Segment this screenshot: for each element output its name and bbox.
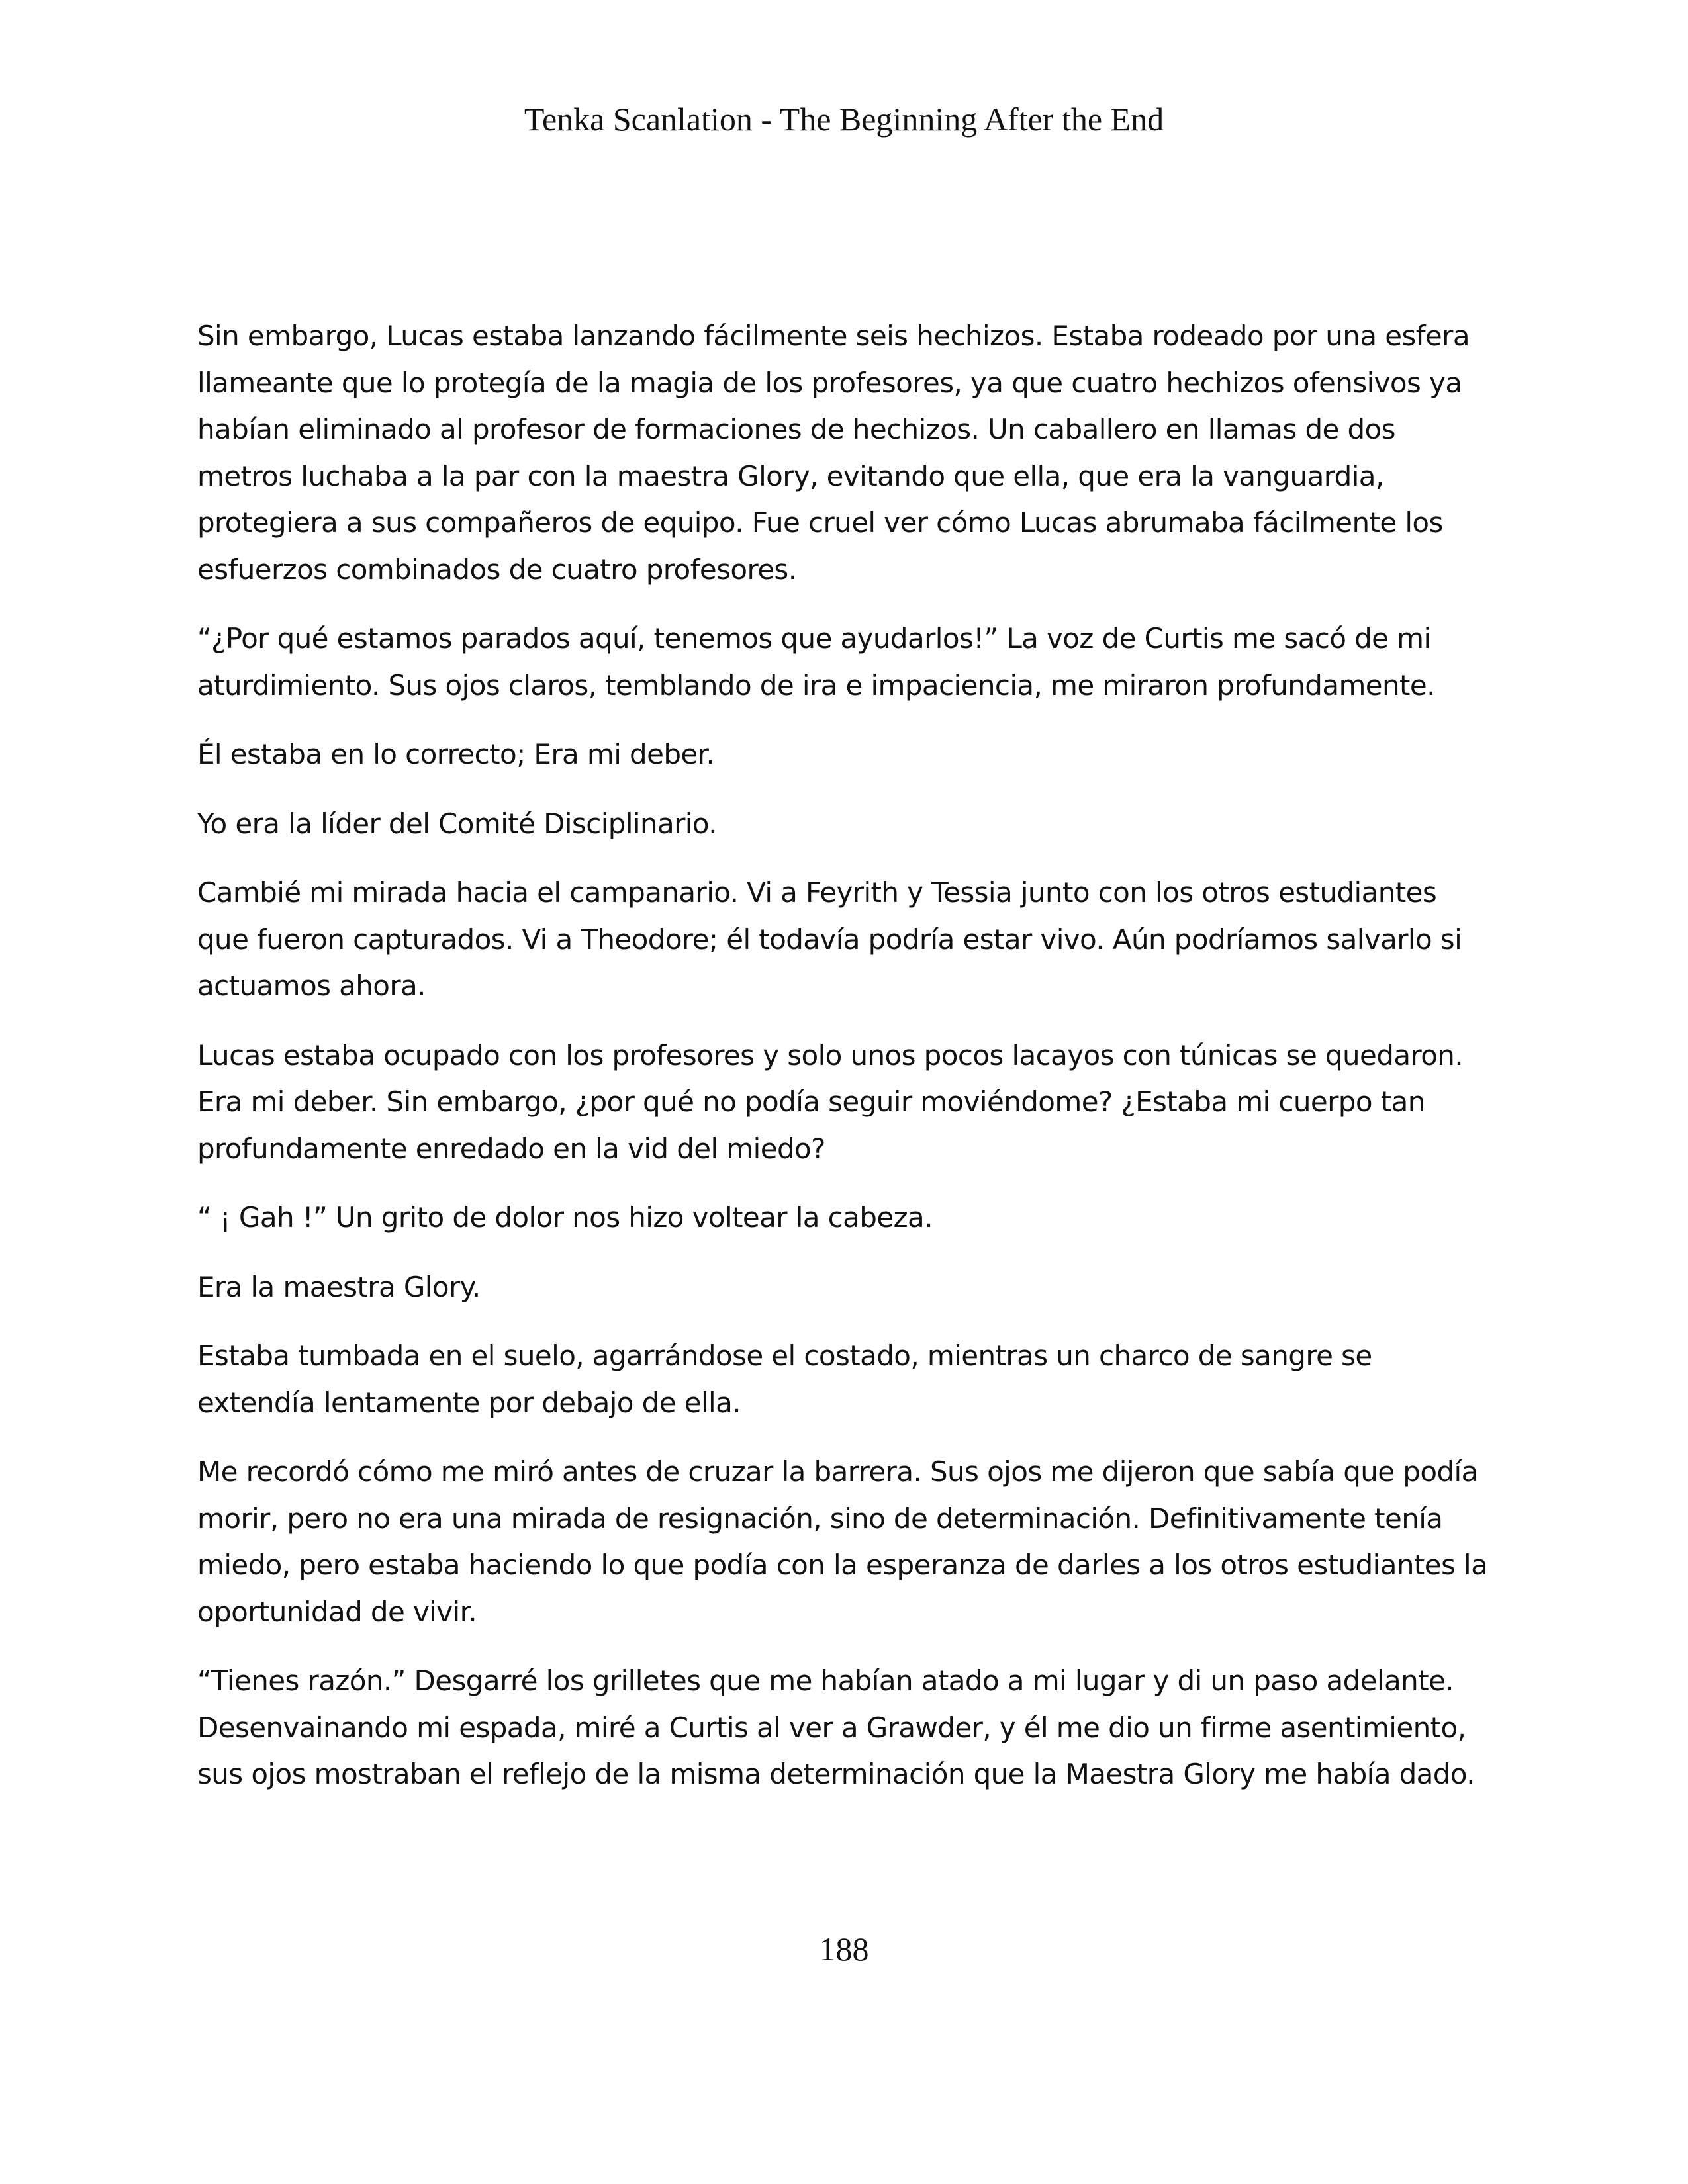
paragraph-3: Él estaba en lo correcto; Era mi deber.: [197, 738, 715, 770]
paragraph-11: “Tienes razón.” Desgarré los grilletes que me habían atado a mi lugar y di un paso adelante. Desenvainando mi espada, miré a Curtis al ver a Grawder, y él me dio un firme asentimiento, sus ojos mostraban el reflejo de la misma determinación que la Maestra Glory me había dado.: [197, 1664, 1475, 1790]
paragraph-10: Me recordó cómo me miró antes de cruzar la barrera. Sus ojos me dijeron que sabía que podía morir, pero no era una mirada de resignación, sino de determinación. Definitivamente tenía miedo, pero estaba haciendo lo que podía con la esperanza de darles a los otros estudiantes la oportunidad de vivir.: [197, 1455, 1488, 1628]
page-header-title: Tenka Scanlation - The Beginning After the End: [524, 101, 1164, 138]
paragraph-4: Yo era la líder del Comité Disciplinario.: [197, 807, 717, 840]
body-text: [197, 313, 1495, 1821]
paragraph-1: Sin embargo, Lucas estaba lanzando fácilmente seis hechizos. Estaba rodeado por una esfera llameante que lo protegía de la magia de los profesores, ya que cuatro hechizos ofensivos ya habían eliminado al profesor de formaciones de hechizos. Un caballero en llamas de dos metros luchaba a la par con la maestra Glory, evitando que ella, que era la vanguardia, protegiera a sus compañeros de equipo. Fue cruel ver cómo Lucas abrumaba fácilmente los esfuerzos combinados de cuatro profesores.: [197, 320, 1470, 586]
paragraph-2: “¿Por qué estamos parados aquí, tenemos que ayudarlos!” La voz de Curtis me sacó de mi aturdimiento. Sus ojos claros, temblando de ira e impaciencia, me miraron profundamente.: [197, 622, 1435, 702]
paragraph-5: Cambié mi mirada hacia el campanario. Vi a Feyrith y Tessia junto con los otros estudiantes que fueron capturados. Vi a Theodore; él todavía podría estar vivo. Aún podríamos salvarlo si actuamos ahora.: [197, 876, 1462, 1002]
page-number: 188: [819, 1931, 869, 1968]
paragraph-7: “ ¡ Gah !” Un grito de dolor nos hizo voltear la cabeza.: [197, 1201, 933, 1234]
paragraph-8: Era la maestra Glory.: [197, 1270, 481, 1303]
paragraph-6: Lucas estaba ocupado con los profesores y solo unos pocos lacayos con túnicas se quedaron. Era mi deber. Sin embargo, ¿por qué no podía seguir moviéndome? ¿Estaba mi cuerpo tan profundamente enredado en la vid del miedo?: [197, 1038, 1464, 1165]
paragraph-9: Estaba tumbada en el suelo, agarrándose el costado, mientras un charco de sangre se extendía lentamente por debajo de ella.: [197, 1340, 1372, 1419]
